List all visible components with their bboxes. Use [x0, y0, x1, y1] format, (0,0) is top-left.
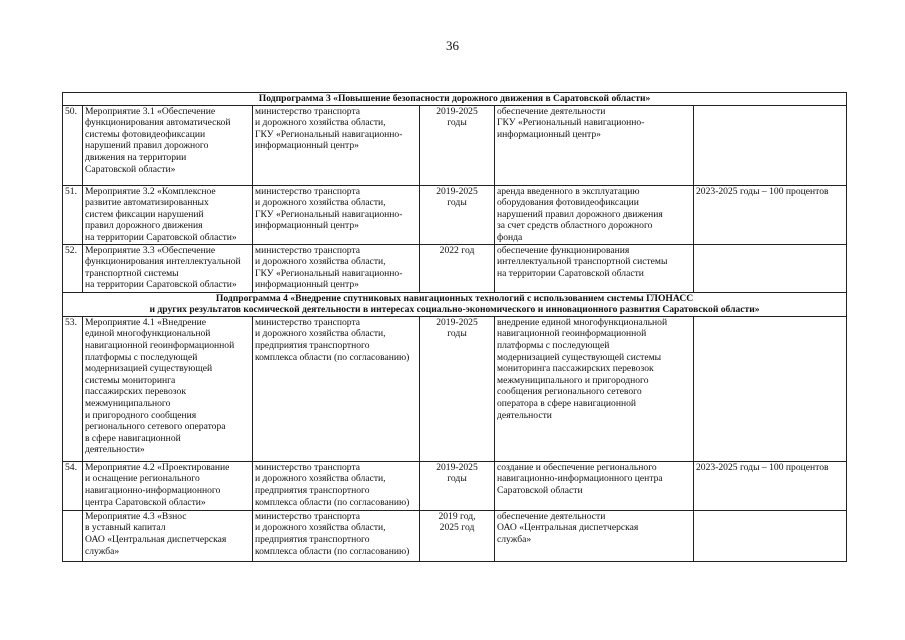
period-cell: 2022 год	[420, 244, 495, 292]
period-cell: 2019-2025 годы	[420, 316, 495, 461]
table-row	[63, 105, 847, 185]
row-number: 54.	[63, 461, 83, 510]
table-row	[63, 316, 847, 461]
result-cell: аренда введенного в эксплуатацию оборудования фотовидеофиксации нарушений правил дорожного движения за счет средств областного дорожного фонда	[495, 185, 694, 244]
period-cell: 2019 год, 2025 год	[420, 510, 495, 561]
event-cell: Мероприятие 4.3 «Взнос в уставный капитал ОАО «Центральная диспетчерская служба»	[83, 510, 253, 561]
result-cell: обеспечение деятельности ГКУ «Региональный навигационно- информационный центр»	[495, 105, 694, 185]
table-row	[63, 185, 847, 244]
executor-cell: министерство транспорта и дорожного хозяйства области, ГКУ «Региональный навигационно- информационный центр»	[253, 185, 420, 244]
executor-cell: министерство транспорта и дорожного хозяйства области, предприятия транспортного комплекса области (по согласованию)	[253, 316, 420, 461]
row-number: 52.	[63, 244, 83, 292]
event-cell: Мероприятие 4.1 «Внедрение единой многофункциональной навигационной геоинформационной платформы с последующей модернизацией существующей системы мониторинга пассажирских перевозок межмуниципального и пригородного сообщения регионального сетевого оператора в сфере навигационной деятельности»	[83, 316, 253, 461]
period-cell: 2019-2025 годы	[420, 185, 495, 244]
page-number: 36	[446, 38, 459, 53]
row-number	[63, 510, 83, 561]
section-header-row	[63, 292, 847, 316]
event-cell: Мероприятие 3.3 «Обеспечение функционирования интеллектуальной транспортной системы на территории Саратовской области»	[83, 244, 253, 292]
table-row	[63, 510, 847, 561]
executor-cell: министерство транспорта и дорожного хозяйства области, предприятия транспортного комплекса области (по согласованию)	[253, 510, 420, 561]
row-number: 53.	[63, 316, 83, 461]
row-number: 51.	[63, 185, 83, 244]
event-cell: Мероприятие 3.2 «Комплексное развитие автоматизированных систем фиксации нарушений правил дорожного движения на территории Саратовской области»	[83, 185, 253, 244]
result-cell: обеспечение деятельности ОАО «Центральная диспетчерская служба»	[495, 510, 694, 561]
indicator-cell	[694, 244, 847, 292]
table-row	[63, 244, 847, 292]
table-row	[63, 461, 847, 510]
indicator-cell	[694, 316, 847, 461]
period-cell: 2019-2025 годы	[420, 105, 495, 185]
event-cell: Мероприятие 3.1 «Обеспечение функционирования автоматической системы фотовидеофиксации нарушений правил дорожного движения на территории Саратовской области»	[83, 105, 253, 185]
executor-cell: министерство транспорта и дорожного хозяйства области, ГКУ «Региональный навигационно- информационный центр»	[253, 105, 420, 185]
event-cell: Мероприятие 4.2 «Проектирование и оснащение регионального навигационно-информационного центра Саратовской области»	[83, 461, 253, 510]
result-cell: создание и обеспечение регионального навигационно-информационного центра Саратовской области	[495, 461, 694, 510]
section-title: Подпрограмма 3 «Повышение безопасности дорожного движения в Саратовской области»	[63, 93, 847, 106]
indicator-cell: 2023-2025 годы – 100 процентов	[694, 461, 847, 510]
executor-cell: министерство транспорта и дорожного хозяйства области, предприятия транспортного комплекса области (по согласованию)	[253, 461, 420, 510]
executor-cell: министерство транспорта и дорожного хозяйства области, ГКУ «Региональный навигационно- информационный центр»	[253, 244, 420, 292]
result-cell: обеспечение функционирования интеллектуальной транспортной системы на территории Саратовской области	[495, 244, 694, 292]
section-header-row	[63, 93, 847, 106]
section-title: Подпрограмма 4 «Внедрение спутниковых навигационных технологий с использованием системы ГЛОНАСС и других результатов космической деятельности в интересах социально-экономического и инновационного развития Саратовской области»	[63, 292, 847, 316]
program-table	[62, 92, 847, 562]
row-number: 50.	[63, 105, 83, 185]
result-cell: внедрение единой многофункциональной навигационной геоинформационной платформы с последующей модернизацией существующей системы мониторинга пассажирских перевозок межмуниципального и пригородного сообщения регионального сетевого оператора в сфере навигационной деятельности	[495, 316, 694, 461]
period-cell: 2019-2025 годы	[420, 461, 495, 510]
indicator-cell	[694, 105, 847, 185]
indicator-cell	[694, 510, 847, 561]
indicator-cell: 2023-2025 годы – 100 процентов	[694, 185, 847, 244]
